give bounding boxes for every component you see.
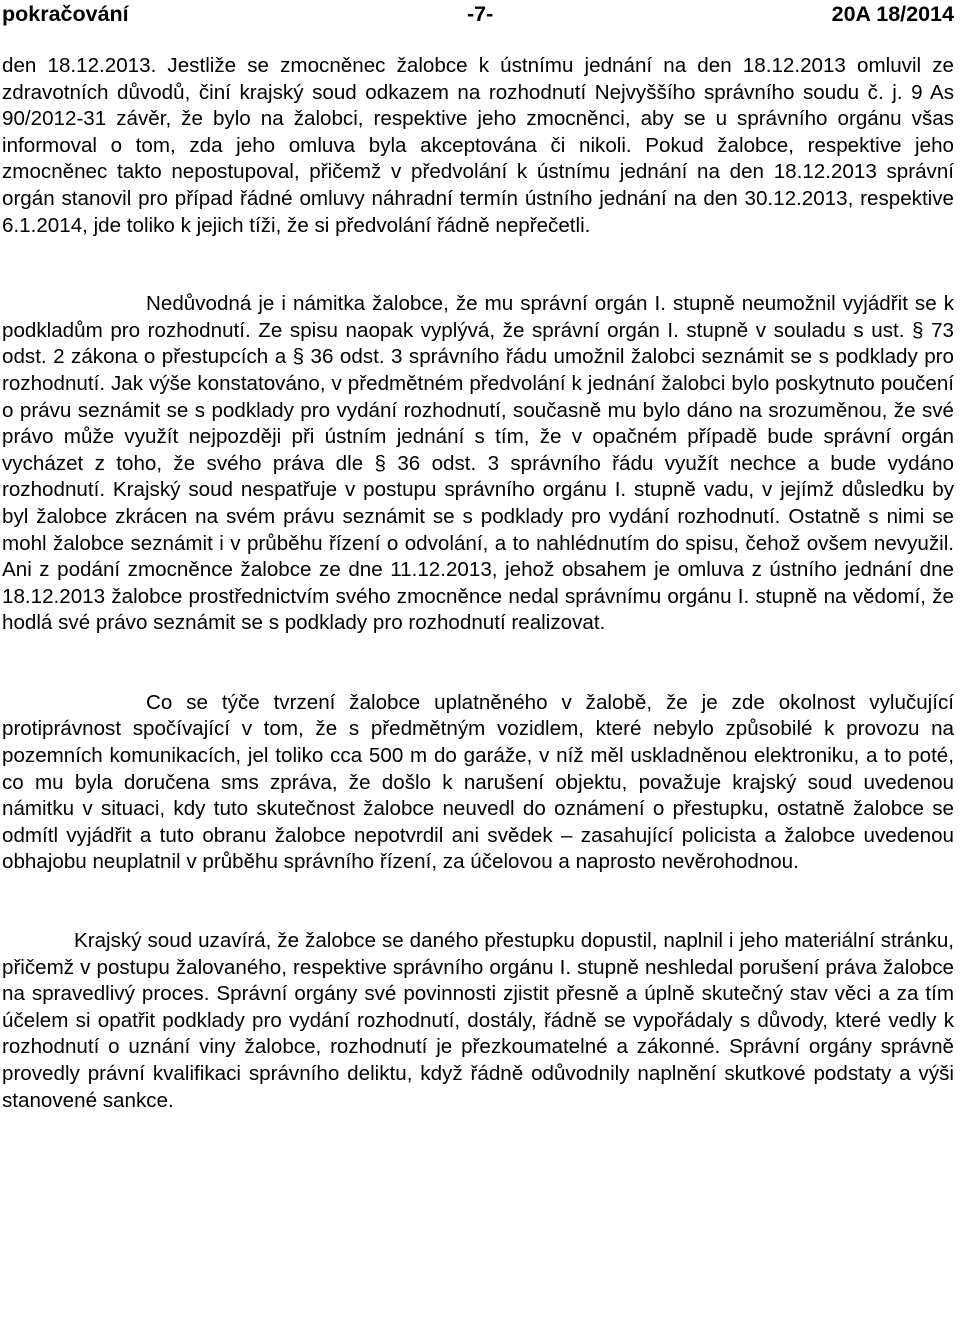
document-page (2, 0, 954, 1114)
page-header (2, 1, 954, 28)
paragraph-1: den 18.12.2013. Jestliže se zmocněnec žalobce k ústnímu jednání na den 18.12.2013 omluvil ze zdravotních důvodů, činí krajský soud odkazem na rozhodnutí Nejvyššího správního soudu č. j. 9 As 90/2012-31 závěr, že bylo na žalobci, respektive jeho zmocněnci, aby se u správního orgánu všas informoval o tom, zda jeho omluva byla akceptována či nikoli. Pokud žalobce, respektive jeho zmocněnec takto nepostupoval, přičemž v předvolání k ústnímu jednání na den 18.12.2013 správní orgán stanovil pro případ řádné omluvy náhradní termín ústního jednání na den 30.12.2013, respektive 6.1.2014, jde toliko k jejich tíži, že si předvolání řádně nepřečetli. (2, 54, 954, 237)
header-continuation-label: pokračování (2, 2, 129, 26)
page-number: -7- (467, 2, 494, 26)
case-number: 20A 18/2014 (831, 2, 954, 26)
paragraph-2: Nedůvodná je i námitka žalobce, že mu správní orgán I. stupně neumožnil vyjádřit se k podkladům pro rozhodnutí. Ze spisu naopak vyplývá, že správní orgán I. stupně v souladu s ust. § 73 odst. 2 zákona o přestupcích a § 36 odst. 3 správního řádu umožnil žalobci seznámit se s podklady pro rozhodnutí. Jak výše konstatováno, v předmětném předvolání k jednání žalobci bylo poskytnuto poučení o právu seznámit se s podklady pro vydání rozhodnutí, současně mu bylo dáno na srozuměnou, že své právo může využít nejpozději při ústním jednání s tím, že v opačném případě bude správní orgán vycházet z toho, že svého práva dle § 36 odst. 3 správního řádu využít nechce a bude vydáno rozhodnutí. Krajský soud nespatřuje v postupu správního orgánu I. stupně vadu, v jejímž důsledku by byl žalobce zkrácen na svém právu seznámit se s podklady pro vydání rozhodnutí. Ostatně s nimi se mohl žalobce seznámit i v průběhu řízení o odvolání, a to nahlédnutím do spisu, čehož ovšem nevyužil. Ani z podání zmocněnce žalobce ze dne 11.12.2013, jehož obsahem je omluva z ústního jednání dne 18.12.2013 žalobce prostřednictvím svého zmocněnce nedal správnímu orgánu I. stupně na vědomí, že hodlá své právo seznámit se s podklady pro rozhodnutí realizovat. (2, 292, 954, 635)
paragraph-3: Co se týče tvrzení žalobce uplatněného v žalobě, že je zde okolnost vylučující protiprávnost spočívající v tom, že s předmětným vozidlem, které nebylo způsobilé k provozu na pozemních komunikacích, jel toliko cca 500 m do garáže, v níž měl uskladněnou elektroniku, a to poté, co mu byla doručena sms zpráva, že došlo k narušení objektu, považuje krajský soud uvedenou námitku v situaci, kdy tuto skutečnost žalobce neuvedl do oznámení o přestupku, ostatně žalobce se odmítl vyjádřit a tuto obranu žalobce nepotvrdil ani svědek – zasahující policista a žalobce uvedenou obhajobu neuplatnil v průběhu správního řízení, za účelovou a naprosto nevěrohodnou. (2, 690, 954, 874)
paragraph-4: Krajský soud uzavírá, že žalobce se daného přestupku dopustil, naplnil i jeho materiální stránku, přičemž v postupu žalovaného, respektive správního orgánu I. stupně neshledal porušení práva žalobce na spravedlivý proces. Správní orgány své povinnosti zjistit přesně a úplně skutečný stav věci a za tím účelem si opatřit podklady pro vydání rozhodnutí, dostály, řádně se vypořádaly s důvody, které vedly k rozhodnutí o uznání viny žalobce, rozhodnutí je přezkoumatelné a zákonné. Správní orgány správně provedly právní kvalifikaci správního deliktu, když řádně odůvodnily naplnění skutkové podstaty a výši stanovené sankce. (2, 929, 954, 1112)
